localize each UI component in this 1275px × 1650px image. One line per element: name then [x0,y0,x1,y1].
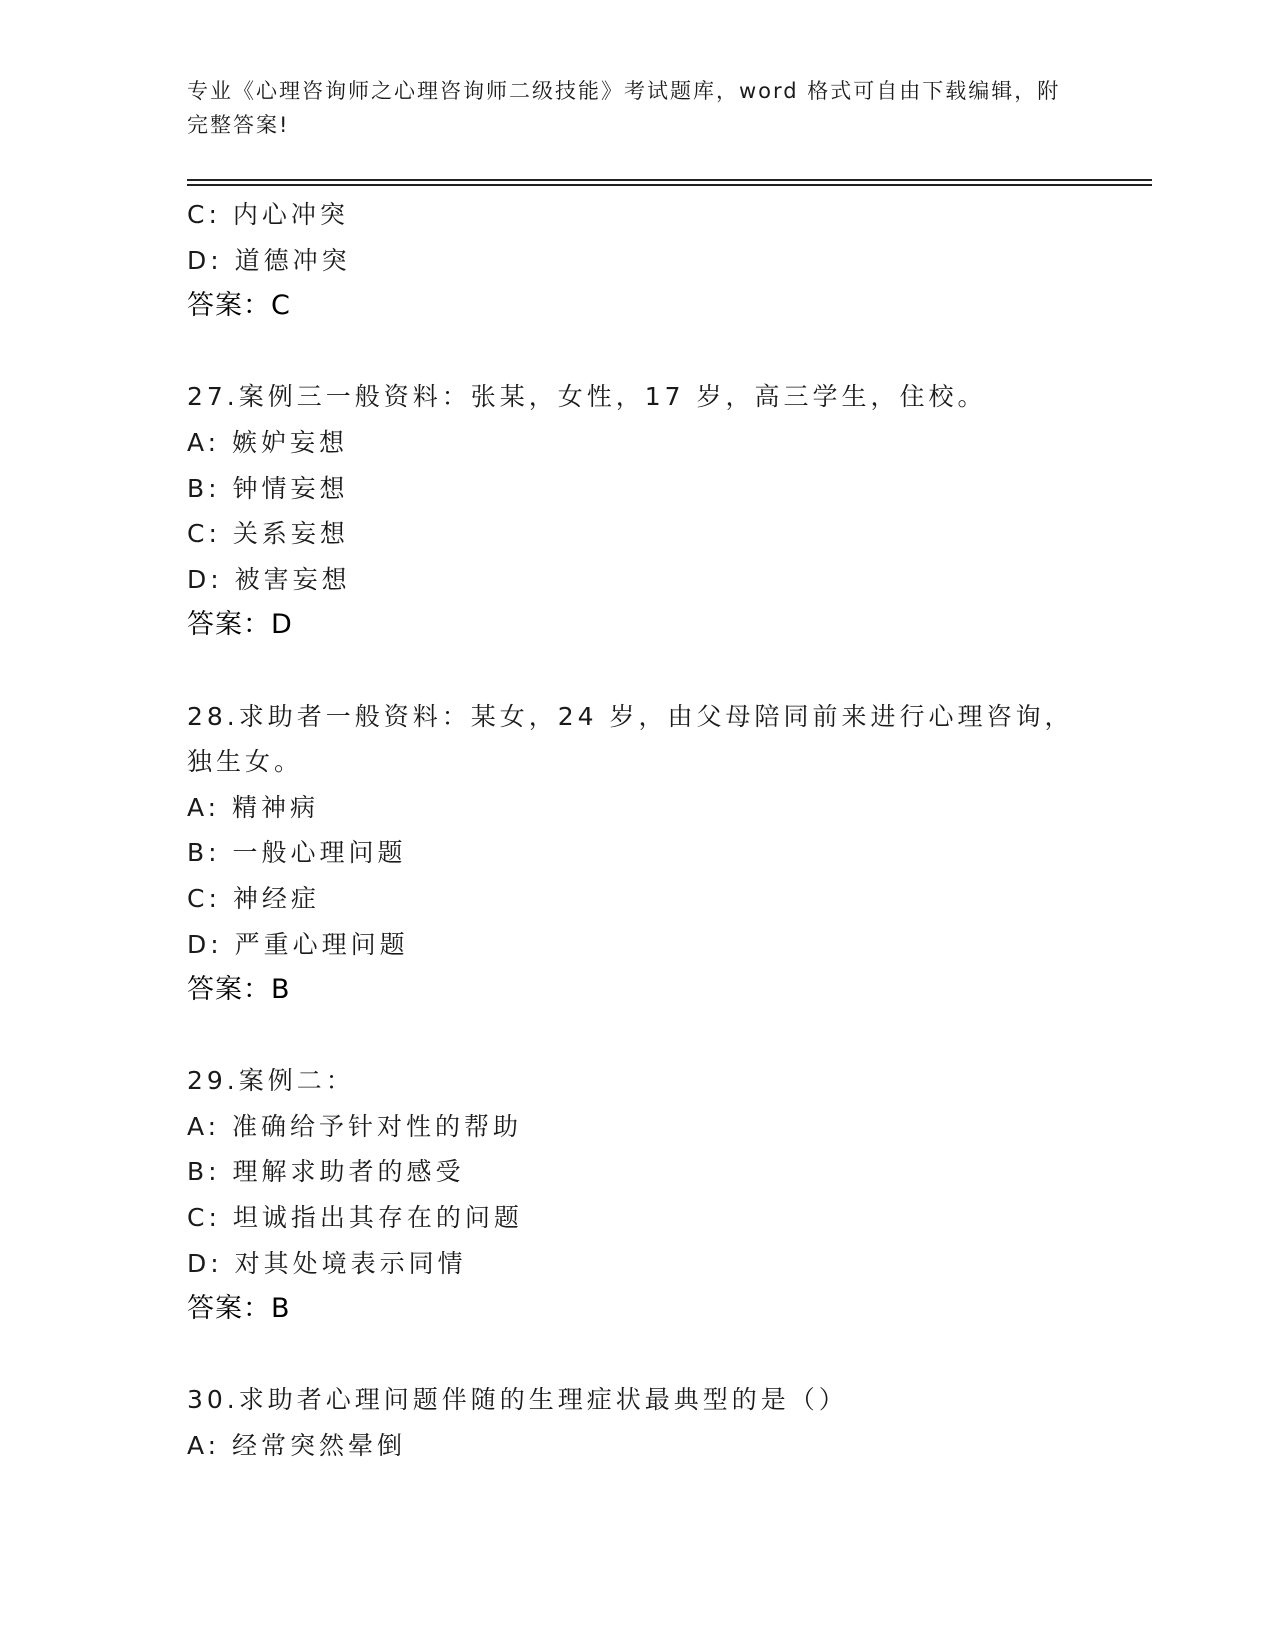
question-28-answer: 答案：B [187,974,291,1006]
question-29-answer: 答案：B [187,1293,291,1325]
question-28-option-d: D: 严重心理问题 [187,929,409,959]
question-list [187,192,1087,1469]
question-28-option-a: A: 精神病 [187,792,320,822]
question-28-option-b: B: 一般心理问题 [187,838,407,868]
question-27-option-b: B: 钟情妄想 [187,473,349,503]
question-27-option-c: C: 关系妄想 [187,519,349,549]
question-29-option-d: D: 对其处境表示同情 [187,1248,467,1278]
question-30 [187,1377,1087,1468]
question-29-text: 29.案例二： [187,1066,355,1096]
question-30-option-a: A: 经常突然晕倒 [187,1431,407,1461]
question-28-text: 28.求助者一般资料：某女，24 岁，由父母陪同前来进行心理咨询，独生女。 [187,701,1074,777]
question-30-text: 30.求助者心理问题伴随的生理症状最典型的是（） [187,1385,848,1415]
question-29-option-b: B: 理解求助者的感受 [187,1157,465,1187]
spacer [187,1332,1087,1378]
spacer [187,329,1087,375]
prev-option-c: C: 内心冲突 [187,200,349,229]
question-27 [187,374,1087,648]
question-29 [187,1058,1087,1332]
question-27-option-d: D: 被害妄想 [187,564,351,594]
question-29-option-a: A: 准确给予针对性的帮助 [187,1111,523,1141]
question-27-option-a: A: 嫉妒妄想 [187,427,349,457]
prev-option-d: D: 道德冲突 [187,245,351,275]
prev-answer: 答案：C [187,290,291,322]
question-29-option-c: C: 坦诚指出其存在的问题 [187,1203,523,1233]
spacer [187,1013,1087,1059]
document-header: 专业《心理咨询师之心理咨询师二级技能》考试题库，word 格式可自由下载编辑，附完整答案! [187,79,1061,137]
question-28-option-c: C: 神经症 [187,883,320,913]
question-27-answer: 答案：D [187,609,293,641]
spacer [187,648,1087,694]
header-rule-bottom [187,184,1152,186]
question-27-text: 27.案例三一般资料：张某，女性，17 岁，高三学生，住校。 [187,382,987,412]
question-28 [187,694,1087,1013]
header-rule-top [187,179,1152,181]
